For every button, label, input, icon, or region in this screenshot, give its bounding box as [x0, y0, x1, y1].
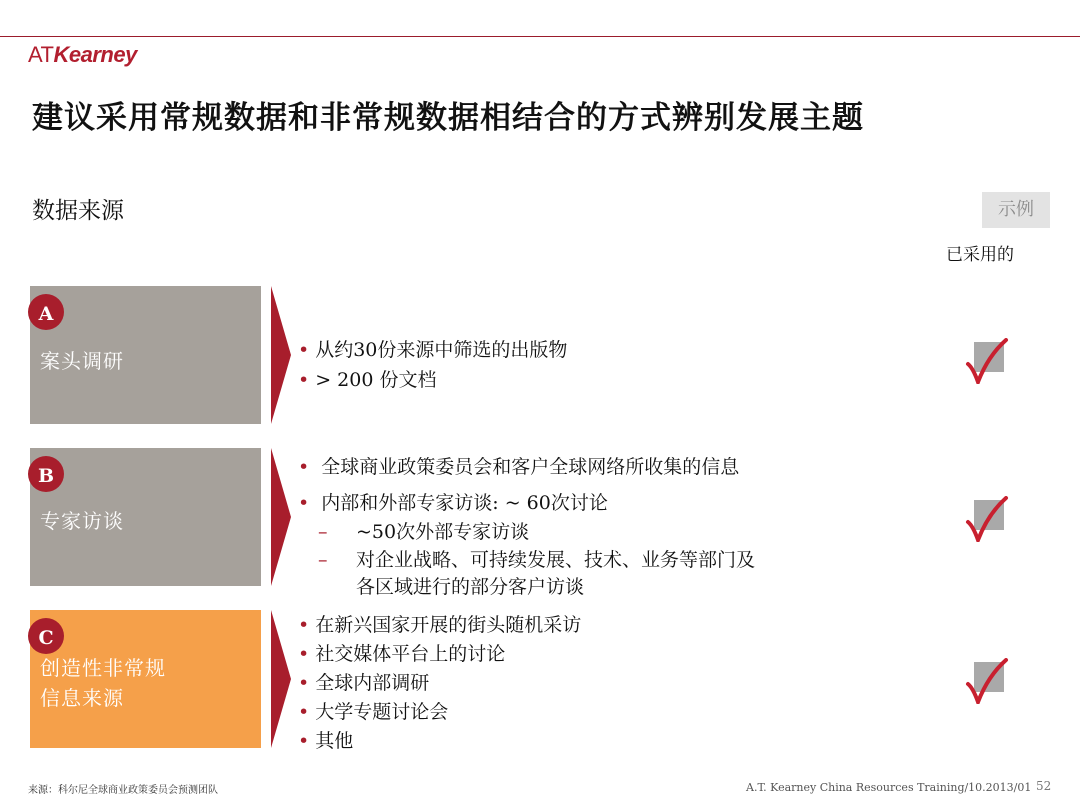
top-rule	[0, 36, 1080, 37]
chevron-arrow-icon	[271, 286, 291, 424]
category-label: 专家访谈	[40, 509, 124, 533]
list-item: • 内部和外部专家访谈: ~ 60次讨论	[298, 492, 608, 514]
sub-list-item-continuation: 各区域进行的部分客户访谈	[356, 576, 585, 598]
source-note: 来源：科尔尼全球商业政策委员会预测团队	[28, 785, 218, 796]
category-label: 案头调研	[40, 349, 124, 373]
letter-badge: C	[28, 618, 64, 654]
category-box	[30, 448, 261, 586]
category-box	[30, 286, 261, 424]
list-item: • 从约30份来源中筛选的出版物	[298, 339, 568, 361]
section-subtitle: 数据来源	[32, 198, 124, 224]
chevron-arrow-icon	[271, 610, 291, 748]
checkbox-checked-icon	[964, 658, 1010, 704]
bullet-list	[298, 452, 755, 600]
list-item: • 在新兴国家开展的街头随机采访	[298, 614, 582, 636]
list-item: • 全球内部调研	[298, 672, 430, 694]
list-item: • 大学专题讨论会	[298, 701, 449, 723]
list-item: • > 200 份文档	[298, 369, 437, 391]
category-label: 创造性非常规	[40, 656, 166, 680]
list-item: • 其他	[298, 730, 354, 752]
category-label: 信息来源	[40, 686, 124, 710]
chevron-arrow-icon	[271, 448, 291, 586]
letter-badge: B	[28, 456, 64, 492]
bullet-list	[298, 611, 581, 756]
checkbox-checked-icon	[964, 338, 1010, 384]
adopted-column-label: 已采用的	[946, 245, 1014, 265]
bullet-list	[298, 335, 567, 395]
checkbox-checked-icon	[964, 496, 1010, 542]
category-box	[30, 610, 261, 748]
sub-list-item: – 对企业战略、可持续发展、技术、业务等部门及	[318, 549, 756, 571]
page-number: 52	[1036, 779, 1052, 793]
page-title: 建议采用常规数据和非常规数据相结合的方式辨别发展主题	[32, 100, 864, 136]
atkearney-logo: ATKearney	[28, 42, 137, 67]
sub-list-item: – ~50次外部专家访谈	[318, 521, 530, 543]
list-item: • 社交媒体平台上的讨论	[298, 643, 506, 665]
letter-badge: A	[28, 294, 64, 330]
list-item: • 全球商业政策委员会和客户全球网络所收集的信息	[298, 456, 740, 478]
example-tag: 示例	[982, 192, 1050, 228]
footer-citation: A.T. Kearney China Resources Training/10.2013/01	[746, 781, 1032, 794]
